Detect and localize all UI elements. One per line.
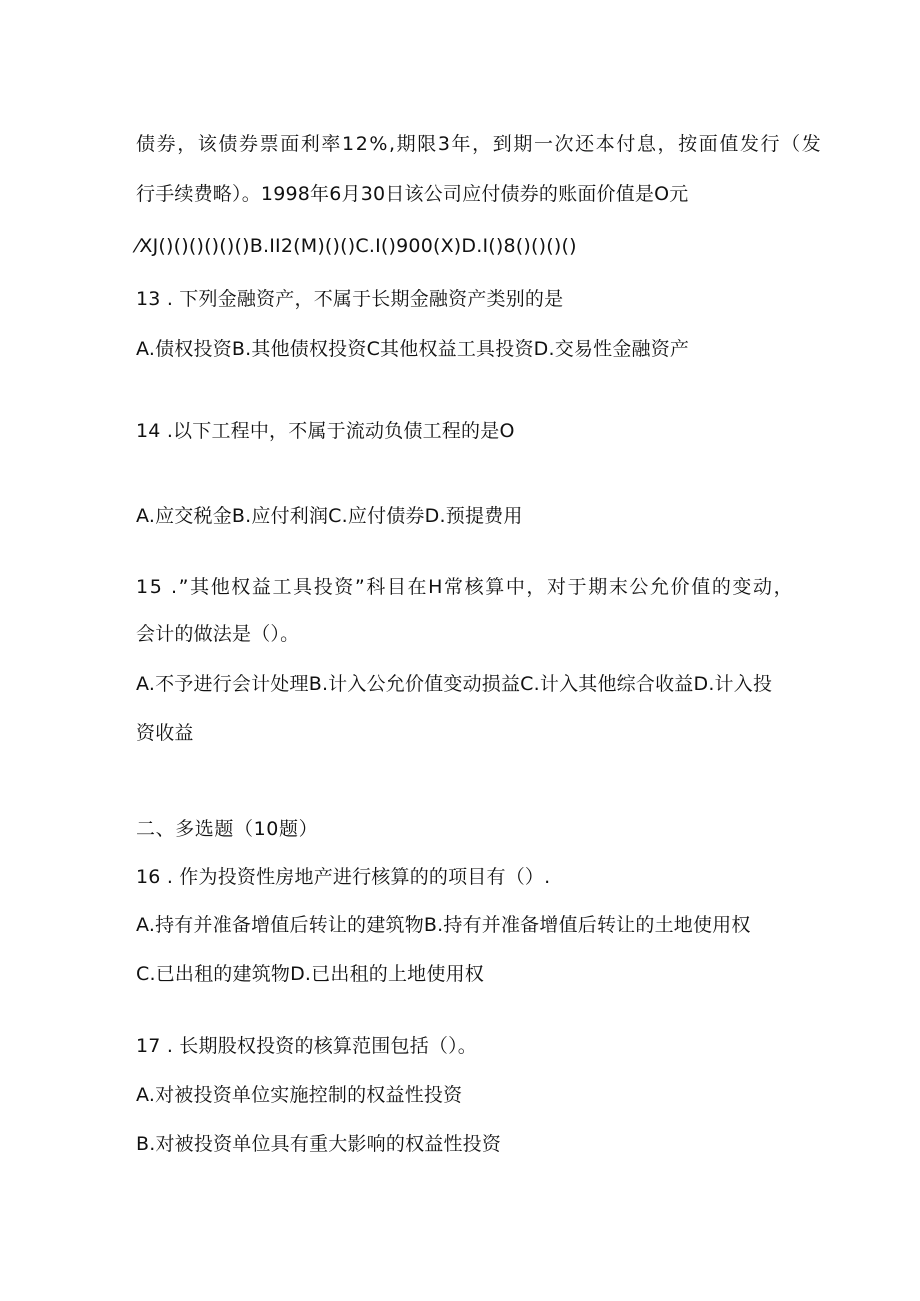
- question-14-stem: 14 .以下工程中，不属于流动负债工程的是O: [136, 420, 515, 442]
- question-16-options-line-2: C.已出租的建筑物D.已出租的上地使用权: [136, 963, 484, 985]
- question-12-text-line-1: 债券，该债券票面利率12%,期限3年，到期一次还本付息，按面值发行（发: [136, 133, 823, 155]
- section-heading-multiple-choice: 二、多选题（10题）: [136, 818, 319, 840]
- question-13-options: A.债权投资B.其他债权投资C其他权益工具投资D.交易性金融资产: [136, 338, 690, 360]
- question-16-options-line-1: A.持有并准备增值后转让的建筑物B.持有并准备增值后转让的土地使用权: [136, 914, 751, 936]
- question-17-stem: 17 . 长期股权投资的核算范围包括（）。: [136, 1035, 477, 1057]
- question-15-stem-line-2: 会计的做法是（）。: [136, 623, 300, 645]
- question-12-text-line-2: 行手续费略）。1998年6月30日该公司应付债券的账面价值是O元: [136, 183, 689, 205]
- question-14-options: A.应交税金B.应付利润C.应付债券D.预提费用: [136, 505, 523, 527]
- question-17-option-b: B.对被投资单位具有重大影响的权益性投资: [136, 1133, 502, 1155]
- question-15-stem-line-1: 15 .”其他权益工具投资”科目在H常核算中，对于期末公允价值的变动，: [136, 576, 795, 598]
- question-15-options-line-1: A.不予进行会计处理B.计入公允价值变动损益C.计入其他综合收益D.计入投: [136, 673, 773, 695]
- question-13-stem: 13 . 下列金融资产，不属于长期金融资产类别的是: [136, 288, 564, 310]
- question-17-option-a: A.对被投资单位实施控制的权益性投资: [136, 1084, 463, 1106]
- question-15-options-line-2: 资收益: [136, 722, 194, 744]
- question-16-stem: 16 . 作为投资性房地产进行核算的的项目有（）.: [136, 866, 551, 888]
- question-12-options: ⁄XJ()()()()()()B.II2(M)()()C.I()900(X)D.I()8()()()(): [136, 235, 577, 257]
